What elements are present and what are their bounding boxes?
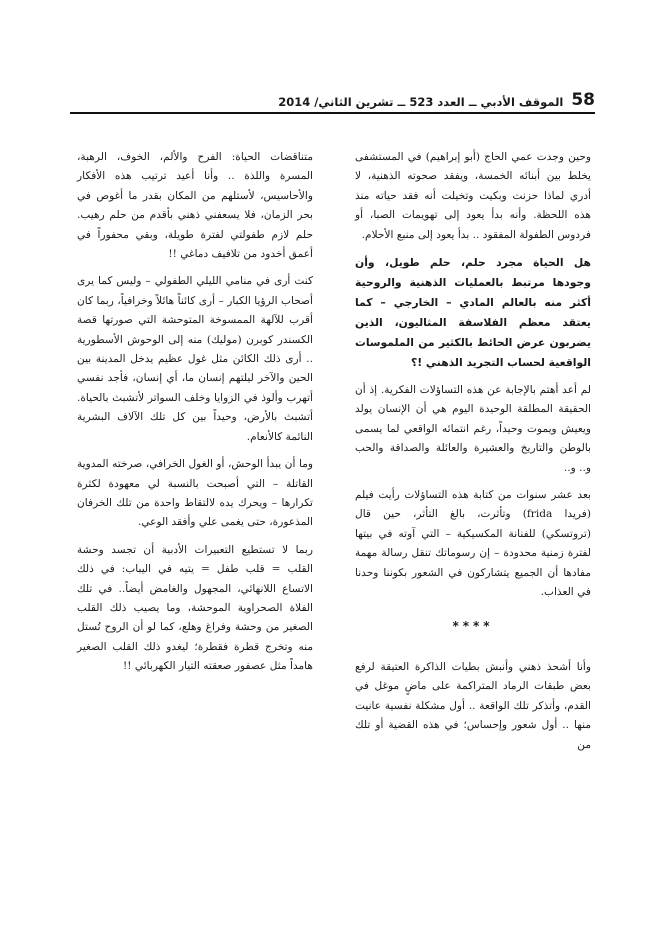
section-separator: ****: [452, 618, 494, 633]
header-rule: [70, 112, 595, 114]
bold-paragraph: هل الحياة مجرد حلم، حلم طويل، وأن وجودها مرتبط بالعمليات الذهنية والروحية أكثر منه بالعالم المادي – الخارجي – كما يعتقد معظم الفلاسفة المثاليون، الذين يضربون عرض الحائط بالكثير من الملموسات الواقعية لحساب التجريد الذهني !؟: [355, 256, 591, 370]
paragraph: كنت أرى في منامي الليلي الطفولي – وليس كما يرى أصحاب الرؤيا الكبار – أرى كائناً هائلاً وخرافياً، ربما كان أقرب للآلهة الممسوخة المتوحشة التي صورتها قصة الكسندر كوبرن (موليك) منه إلى الوحوش الأسطورية .. أرى ذلك الكائن مثل غول عظيم يدخل المدينة بين الحين والآخر ليلتهم إنسان ما، أي إنسان، فأجد نفسي أتهرب وألوذ في الزوايا وخلف السواتر لأتشبث بالحياة. أتشبث بالأرض، وحيداً بين كل تلك الآلاف البشرية النائمة كالأنعام.: [77, 275, 313, 443]
page-header: [70, 88, 595, 110]
right-column: [355, 148, 591, 763]
paragraph: ربما لا تستطيع التعبيرات الأدبية أن تجسد وحشة القلب = قلب طفل = يتيه في اليباب: في ذلك الاتساع اللانهائي، المجهول والغامض أيضاً.. في تلك الفلاة الصحراوية الموحشة، وما يصيب ذلك القلب الصغير من وحشة وفراغ وهلع، كما لو أن الروح تُستل منه وتخرج قطرة فقطرة؛ ليغدو ذلك القلب الصغير هامداً مثل عصفور صعقته التيار الكهربائي !!: [77, 543, 313, 673]
paragraph: وما أن يبدأ الوحش، أو الغول الخرافي، صرخته المدوية القاتلة – التي أصبحت بالنسبة لي معهودة لكثرة تكرارها – ويحرك يده لالتقاط واحدة من تلك الخرفان المذعورة، حتى يغمى علي وأفقد الوعي.: [77, 458, 313, 529]
paragraph: لم أعد أهتم بالإجابة عن هذه التساؤلات الفكرية. إذ أن الحقيقة المطلقة الوحيدة اليوم هي أن الإنسان يولد ويعيش ويموت وحيداً، رغم انتمائه الواقعي لما يسمى بالوطن والتاريخ والعشيرة والعائلة والصداقة والحب و.. و..: [355, 384, 591, 474]
paragraph: وحين وجدت عمي الحاج (أبو إبراهيم) في المستشفى يخلط بين أبنائه الخمسة، ويفقد صحوته الذهنية، لا أدري لماذا حزنت وبكيت وتخيلت أنه فقد حياته منذ هذه اللحظة. وأنه بدأ يعود إلى تهويمات الصبا، أو فردوس الطفولة المفقود .. بدأ يعود إلى منبع الأحلام.: [355, 151, 591, 241]
paragraph: وأنا أشحذ ذهني وأنبش بطيات الذاكرة العتيقة لرفع بعض طبقات الرماد المتراكمة على ماضٍ موغل في القدم، وأتذكر تلك الواقعة .. أول مشكلة نفسية عانيت منها .. أول شعور وإحساس؛ في هذه القضية أو تلك من: [355, 660, 591, 751]
running-title: الموقف الأدبي ــ العدد 523 ــ تشرين الثاني/ 2014: [278, 95, 564, 109]
paragraph: بعد عشر سنوات من كتابة هذه التساؤلات رأيت فيلم (فريدا frida) وتأثرت، بالغ التأثر، حين قال (تروتسكي) للفنانة المكسيكية – التي آوته في بيتها لفترة زمنية محدودة – إن رسوماتك تنقل رسالة مهمة مفادها أن الجميع يتشاركون في الشعور بكوننا وحدنا في العذاب.: [355, 489, 591, 599]
page-number: 58: [571, 90, 595, 110]
left-column: [77, 148, 313, 685]
paragraph: متناقضات الحياة: الفرح والألم، الخوف، الرهبة، المسرة واللذة .. وأنا أعيد ترتيب هذه الأفكار والأحاسيس، لأستلهم من المكان بقدر ما أغوص في بحر الزمان، فلا يسعفني ذهني بأقدم من حلم رهيب. حلم لازم طفولتي لفترة طويلة، وبقي محفوراً في أعمق أخدود من تلافيف دماغي !!: [77, 151, 313, 261]
